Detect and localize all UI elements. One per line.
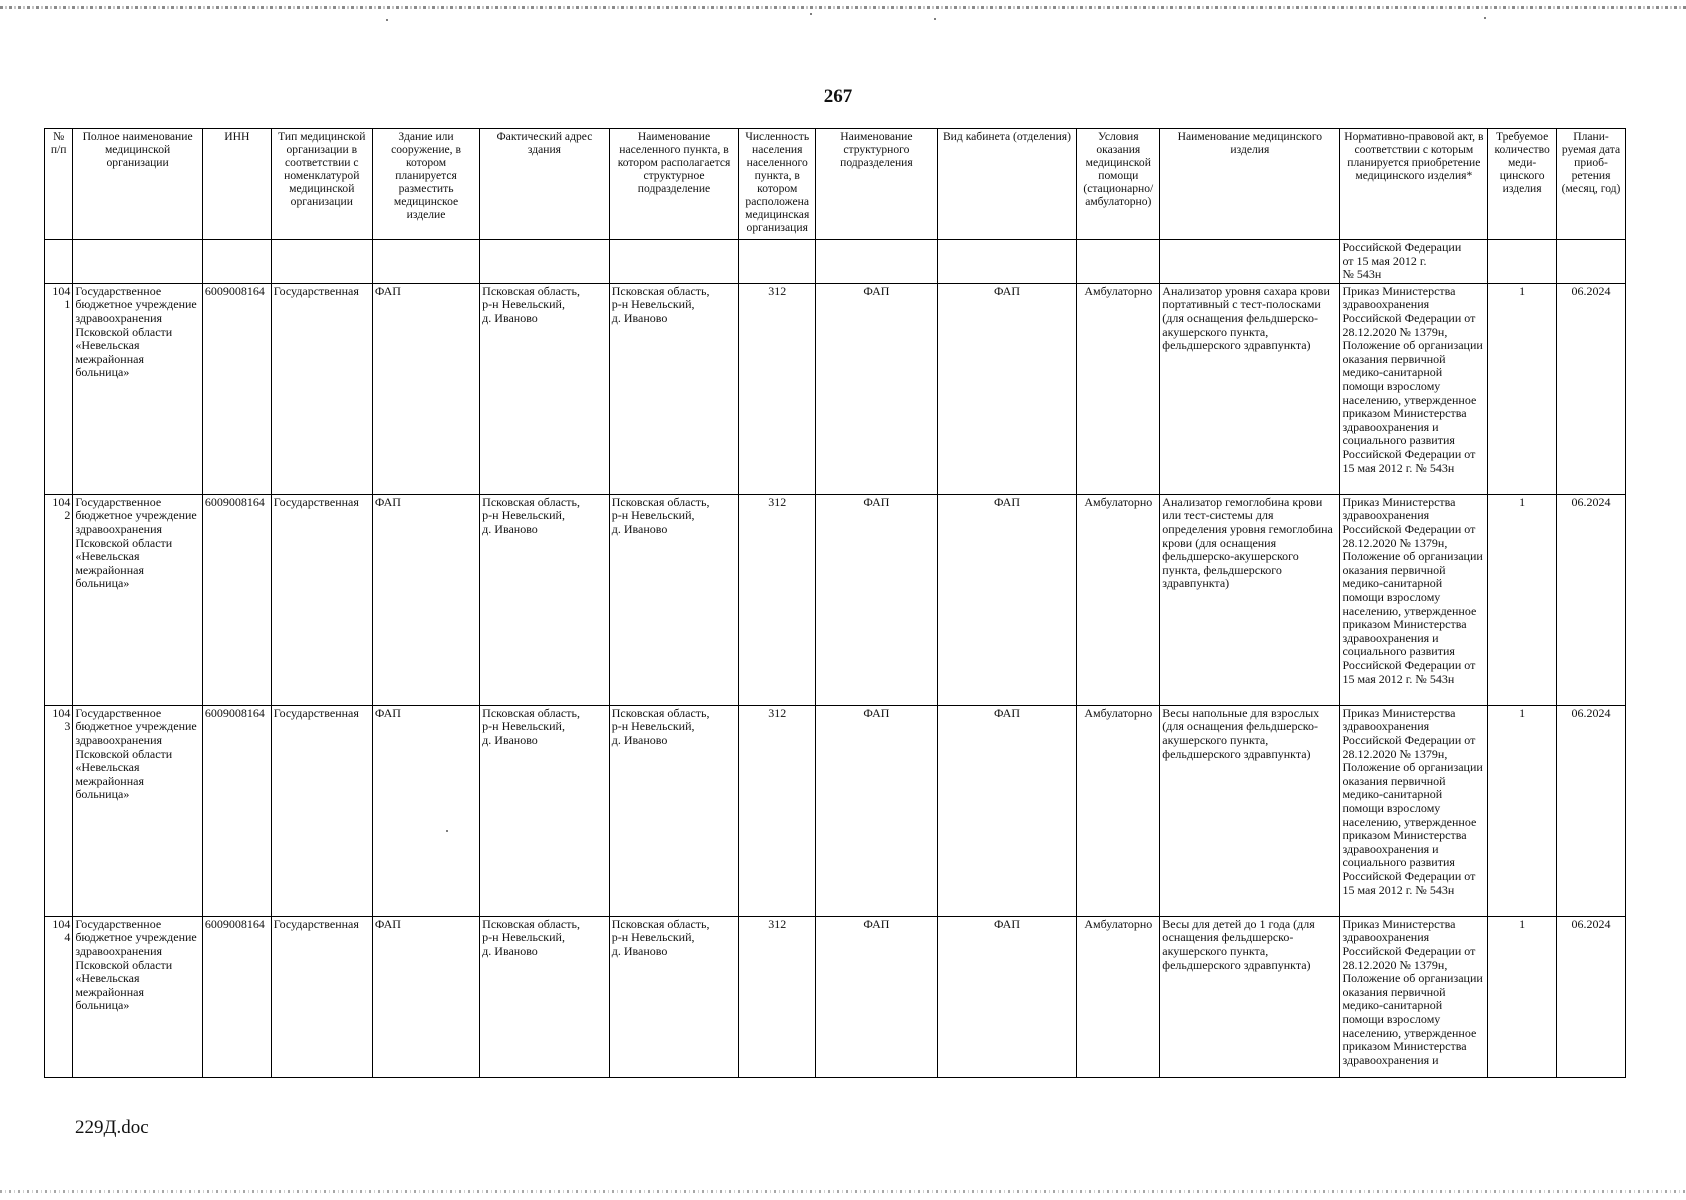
continuation-act-cell: Российской Федерации от 15 мая 2012 г. № 543н <box>1340 240 1488 284</box>
legal-act-cell: Приказ Министерства здравоохранения Российской Федерации от 28.12.2020 № 1379н, Положение об организации оказания первичной медико-санитарной помощи взрослому населению, утвержденное приказом Министерства здравоохранения и социального развития Российской Федерации от 15 мая 2012 г. № 543н <box>1340 283 1488 494</box>
building-cell: ФАП <box>372 705 479 916</box>
date-cell: 06.2024 <box>1557 916 1626 1077</box>
scan-bottom-edge <box>0 1190 1686 1193</box>
conditions-cell: Амбулаторно <box>1077 283 1160 494</box>
legal-act-cell: Приказ Министерства здравоохранения Российской Федерации от 28.12.2020 № 1379н, Положение об организации оказания первичной медико-санитарной помощи взрослому населению, утвержденное приказом Министерства здравоохранения и социального развития Российской Федерации от 15 мая 2012 г. № 543н <box>1340 705 1488 916</box>
table-row <box>45 916 1626 1077</box>
organization-name: Государственное бюджетное учреждение здравоохранения Псковской области «Невельская межрайонная больница» <box>73 494 203 705</box>
legal-act-cell: Приказ Министерства здравоохранения Российской Федерации от 28.12.2020 № 1379н, Положение об организации оказания первичной медико-санитарной помощи взрослому населению, утвержденное приказом Министерства здравоохранения и социального развития Российской Федерации от 15 мая 2012 г. № 543н <box>1340 494 1488 705</box>
settlement-cell: Псковская область, р-н Невельский, д. Иваново <box>609 916 739 1077</box>
device-cell: Анализатор гемоглобина крови или тест-системы для определения уровня гемоглобина крови (для оснащения фельдшерско-акушерского пункта, фельдшерского здравпункта) <box>1160 494 1340 705</box>
settlement-cell: Псковская область, р-н Невельский, д. Иваново <box>609 283 739 494</box>
cabinet-cell: ФАП <box>937 283 1077 494</box>
table-row <box>45 494 1626 705</box>
col-header: Условия оказания медицинской помощи (стационарно/ амбулаторно) <box>1077 129 1160 240</box>
building-cell: ФАП <box>372 916 479 1077</box>
cabinet-cell: ФАП <box>937 705 1077 916</box>
col-header: Численность населения населенного пункта, в котором расположена медицинская организация <box>739 129 816 240</box>
organization-name: Государственное бюджетное учреждение здравоохранения Псковской области «Невельская межрайонная больница» <box>73 916 203 1077</box>
table-row <box>45 705 1626 916</box>
date-cell: 06.2024 <box>1557 705 1626 916</box>
inn-cell: 6009008164 <box>202 705 271 916</box>
subdivision-cell: ФАП <box>816 283 937 494</box>
row-number: 1044 <box>45 916 73 1077</box>
medical-equipment-table <box>44 128 1626 1078</box>
building-cell: ФАП <box>372 494 479 705</box>
col-header: Здание или сооружение, в котором планируется разместить медицинское изделие <box>372 129 479 240</box>
inn-cell: 6009008164 <box>202 283 271 494</box>
inn-cell: 6009008164 <box>202 916 271 1077</box>
inn-cell: 6009008164 <box>202 494 271 705</box>
device-cell: Весы напольные для взрослых (для оснащения фельдшерско-акушерского пункта, фельдшерского здравпункта) <box>1160 705 1340 916</box>
date-cell: 06.2024 <box>1557 494 1626 705</box>
building-cell: ФАП <box>372 283 479 494</box>
table-header-row <box>45 129 1626 240</box>
subdivision-cell: ФАП <box>816 494 937 705</box>
col-header: Вид кабинета (отделения) <box>937 129 1077 240</box>
document-filename: 229Д.doc <box>75 1117 149 1138</box>
organization-name: Государственное бюджетное учреждение здравоохранения Псковской области «Невельская межрайонная больница» <box>73 283 203 494</box>
col-header: Плани-руемая дата приоб-ретения (месяц, год) <box>1557 129 1626 240</box>
legal-act-cell: Приказ Министерства здравоохранения Российской Федерации от 28.12.2020 № 1379н, Положение об организации оказания первичной медико-санитарной помощи взрослому населению, утвержденное приказом Министерства здравоохранения и <box>1340 916 1488 1077</box>
organization-name: Государственное бюджетное учреждение здравоохранения Псковской области «Невельская межрайонная больница» <box>73 705 203 916</box>
conditions-cell: Амбулаторно <box>1077 494 1160 705</box>
address-cell: Псковская область, р-н Невельский, д. Иваново <box>480 916 610 1077</box>
quantity-cell: 1 <box>1488 916 1557 1077</box>
scan-speck <box>810 13 812 15</box>
col-header: Полное наименование медицинской организации <box>73 129 203 240</box>
scan-speck <box>934 18 936 20</box>
row-number: 1042 <box>45 494 73 705</box>
subdivision-cell: ФАП <box>816 705 937 916</box>
org-type-cell: Государственная <box>271 494 372 705</box>
continuation-row <box>45 240 1626 284</box>
col-header: № п/п <box>45 129 73 240</box>
col-header: Наименование населенного пункта, в котором располагается структурное подразделение <box>609 129 739 240</box>
col-header: ИНН <box>202 129 271 240</box>
subdivision-cell: ФАП <box>816 916 937 1077</box>
col-header: Тип медицинской организации в соответствии с номенклатурой медицинской организации <box>271 129 372 240</box>
quantity-cell: 1 <box>1488 705 1557 916</box>
row-number: 1043 <box>45 705 73 916</box>
settlement-cell: Псковская область, р-н Невельский, д. Иваново <box>609 705 739 916</box>
org-type-cell: Государственная <box>271 283 372 494</box>
address-cell: Псковская область, р-н Невельский, д. Иваново <box>480 283 610 494</box>
quantity-cell: 1 <box>1488 494 1557 705</box>
col-header: Наименование структурного подразделения <box>816 129 937 240</box>
scan-top-edge <box>0 6 1686 9</box>
cabinet-cell: ФАП <box>937 916 1077 1077</box>
date-cell: 06.2024 <box>1557 283 1626 494</box>
row-number: 1041 <box>45 283 73 494</box>
address-cell: Псковская область, р-н Невельский, д. Иваново <box>480 494 610 705</box>
col-header: Требуемое количество меди-цинского изделия <box>1488 129 1557 240</box>
table-row <box>45 283 1626 494</box>
scan-speck <box>1484 17 1486 19</box>
col-header: Фактический адрес здания <box>480 129 610 240</box>
conditions-cell: Амбулаторно <box>1077 705 1160 916</box>
org-type-cell: Государственная <box>271 705 372 916</box>
conditions-cell: Амбулаторно <box>1077 916 1160 1077</box>
population-cell: 312 <box>739 916 816 1077</box>
population-cell: 312 <box>739 494 816 705</box>
cabinet-cell: ФАП <box>937 494 1077 705</box>
col-header: Нормативно-правовой акт, в соответствии с которым планируется приобретение медицинского изделия* <box>1340 129 1488 240</box>
quantity-cell: 1 <box>1488 283 1557 494</box>
population-cell: 312 <box>739 283 816 494</box>
device-cell: Весы для детей до 1 года (для оснащения фельдшерско-акушерского пункта, фельдшерского здравпункта) <box>1160 916 1340 1077</box>
settlement-cell: Псковская область, р-н Невельский, д. Иваново <box>609 494 739 705</box>
address-cell: Псковская область, р-н Невельский, д. Иваново <box>480 705 610 916</box>
population-cell: 312 <box>739 705 816 916</box>
device-cell: Анализатор уровня сахара крови портативный с тест-полосками (для оснащения фельдшерско-акушерского пункта, фельдшерского здравпункта) <box>1160 283 1340 494</box>
org-type-cell: Государственная <box>271 916 372 1077</box>
scan-speck <box>386 19 388 21</box>
page-number: 267 <box>823 86 853 107</box>
col-header: Наименование медицинского изделия <box>1160 129 1340 240</box>
